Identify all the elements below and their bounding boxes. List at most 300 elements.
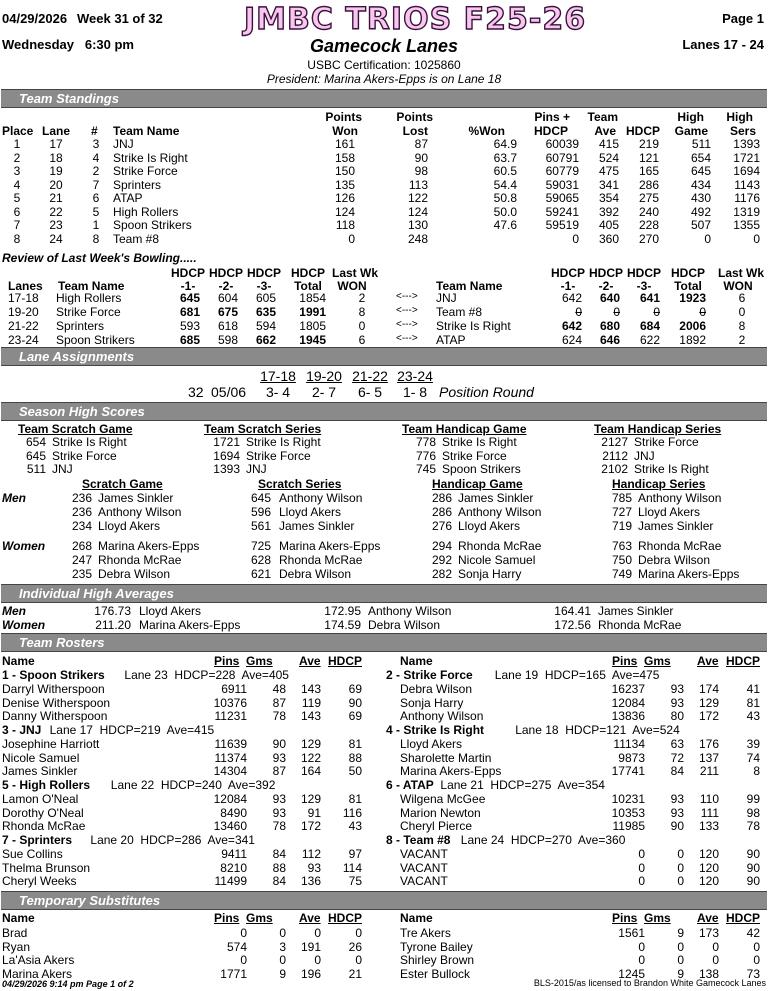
section-bar-standings: Team Standings <box>1 89 767 108</box>
standing-lane: 17 <box>49 137 63 151</box>
roster-player-games: 90 <box>670 819 684 833</box>
center-name: Gamecock Lanes <box>309 36 459 56</box>
col-ave-2: Ave <box>594 124 616 138</box>
season-team-score: 2112 <box>602 448 628 463</box>
review-game-a: 618 <box>217 319 238 333</box>
sub-player-pins: 0 <box>638 953 645 967</box>
roster-player-ave: 136 <box>300 874 321 888</box>
roster-player-name: Thelma Brunson <box>2 860 91 875</box>
season-women-name: Debra Wilson <box>279 567 352 581</box>
review-won-b: 6 <box>738 291 746 305</box>
roster-player-ave: 120 <box>698 860 719 875</box>
sub-player-pins: 1245 <box>618 966 645 981</box>
season-team-name: Strike Is Right <box>634 462 709 476</box>
sub-player-pins: 0 <box>638 939 645 954</box>
roster-team-info: Lane 22 HDCP=240 Ave=392 <box>110 778 276 792</box>
roster-team-info: Lane 23 HDCP=228 Ave=405 <box>124 668 289 682</box>
review-team-b: ATAP <box>436 333 466 347</box>
roster-player-ave: 129 <box>698 695 719 710</box>
roster-player-name: James Sinkler <box>2 764 78 778</box>
avg-women-value: 172.56 <box>554 618 591 632</box>
season-team-name: Strike Force <box>634 435 699 449</box>
standing-num: 1 <box>92 218 100 232</box>
review-game-b: 646 <box>599 333 620 347</box>
season-men-score: 286 <box>431 491 452 505</box>
roster-player-pins: 11499 <box>214 874 247 888</box>
season-men-name: Lloyd Akers <box>98 519 161 533</box>
roster-col-hdcp: HDCP <box>726 654 761 668</box>
avg-women-name: Rhonda McRae <box>598 618 682 632</box>
standing-team: Sprinters <box>113 177 162 192</box>
sub-player-name: Tre Akers <box>400 926 451 940</box>
col-pts-won-1: Points <box>325 110 362 124</box>
sub-player-name: Tyrone Bailey <box>400 939 473 954</box>
roster-player-ave: 143 <box>300 709 321 723</box>
roster-player-ave: 120 <box>698 874 719 888</box>
standing-hdcp: 240 <box>638 204 659 219</box>
season-team-name: Strike Is Right <box>442 435 517 449</box>
season-men-name: James Sinkler <box>98 491 174 505</box>
col-team: Team Name <box>113 124 180 138</box>
review-col-head: -3- <box>256 279 272 293</box>
roster-player-ave: 129 <box>300 737 321 751</box>
roster-player-ave: 91 <box>307 805 321 820</box>
season-women-score: 247 <box>71 553 92 567</box>
season-team-name: Strike Force <box>442 448 507 463</box>
roster-team-info: Lane 17 HDCP=219 Ave=415 <box>49 723 215 737</box>
roster-player-pins: 13836 <box>611 709 645 723</box>
lane-assign-date: 05/06 <box>211 384 247 400</box>
sub-player-ave: 173 <box>698 926 719 940</box>
roster-player-name: Cheryl Pierce <box>400 819 473 833</box>
sub-player-ave: 0 <box>314 926 321 940</box>
season-women-name: Nicole Samuel <box>458 553 536 567</box>
roster-player-name: Sharolette Martin <box>400 750 492 765</box>
season-men-score: 286 <box>431 505 452 519</box>
roster-col-name: Name <box>2 654 35 668</box>
review-game-a: 605 <box>255 291 276 305</box>
roster-team-title: 5 - High Rollers <box>2 778 91 792</box>
season-team-title: Team Handicap Game <box>402 422 527 436</box>
review-total-a: 1991 <box>299 305 326 319</box>
season-team-name: Strike Force <box>52 448 117 463</box>
president-note: President: Marina Akers-Epps is on Lane 18 <box>266 72 502 86</box>
season-team-score: 776 <box>415 448 436 463</box>
standing-high-game: 0 <box>704 231 711 246</box>
season-women-name: Marina Akers-Epps <box>638 567 740 581</box>
roster-player-name: Wilgena McGee <box>400 792 486 806</box>
review-col-head: Total <box>674 279 702 293</box>
season-team-name: Strike Is Right <box>246 435 321 449</box>
review-team-a: Strike Force <box>56 305 121 319</box>
standing-ave: 354 <box>598 191 619 205</box>
roster-player-ave: 129 <box>300 792 321 806</box>
roster-player-games: 87 <box>272 695 286 710</box>
roster-player-pins: 0 <box>638 860 645 875</box>
roster-player-pins: 16237 <box>611 682 645 696</box>
roster-player-games: 72 <box>670 750 684 765</box>
review-vs-arrow: <---> <box>396 319 418 330</box>
review-team-a: High Rollers <box>56 291 122 305</box>
review-won-b: 8 <box>738 319 746 333</box>
roster-player-ave: 211 <box>699 764 719 778</box>
standing-hdcp: 228 <box>638 218 659 232</box>
review-col-head: -2- <box>598 279 614 293</box>
roster-col-pins: Pins <box>214 654 240 668</box>
season-team-title: Team Scratch Series <box>204 422 322 436</box>
sub-player-ave: 191 <box>300 939 321 954</box>
roster-player-pins: 11134 <box>613 737 645 751</box>
roster-player-ave: 112 <box>301 847 321 861</box>
week-label: Week 31 of 32 <box>77 11 163 26</box>
review-team-b: Team #8 <box>436 305 483 319</box>
roster-player-hdcp: 99 <box>746 792 760 806</box>
roster-team-title: 8 - Team #8 <box>386 833 451 847</box>
sub-player-name: Brad <box>2 926 28 940</box>
standing-pct: 50.0 <box>493 204 517 219</box>
standing-ave: 392 <box>598 204 619 219</box>
season-men-name: Lloyd Akers <box>279 505 342 519</box>
review-game-a: 598 <box>217 333 238 347</box>
review-game-b: 622 <box>639 333 660 347</box>
season-women-score: 235 <box>71 567 92 581</box>
review-col-head: HDCP <box>670 266 705 280</box>
roster-team-info: Lane 21 HDCP=275 Ave=354 <box>440 778 605 792</box>
sub-player-name: Ester Bullock <box>400 966 471 981</box>
roster-player-hdcp: 98 <box>746 805 760 820</box>
standing-won: 150 <box>334 164 355 178</box>
roster-player-pins: 17741 <box>611 764 645 778</box>
sub-player-games: 9 <box>677 966 684 981</box>
season-team-name: JNJ <box>52 462 73 476</box>
sub-player-hdcp: 0 <box>355 926 362 940</box>
avg-men-value: 172.95 <box>324 604 361 618</box>
review-team-a: Spoon Strikers <box>56 333 135 347</box>
season-women-name: Marina Akers-Epps <box>98 539 200 553</box>
standing-won: 126 <box>334 191 355 205</box>
roster-player-games: 0 <box>677 847 684 861</box>
review-won-a: 6 <box>358 333 366 347</box>
sub-player-hdcp: 0 <box>753 953 760 967</box>
avg-men-name: Lloyd Akers <box>139 604 202 618</box>
season-team-score: 511 <box>26 462 46 476</box>
roster-player-hdcp: 90 <box>746 860 760 875</box>
men-label: Men <box>2 491 26 505</box>
sub-player-ave: 0 <box>712 939 719 954</box>
roster-player-games: 88 <box>272 860 286 875</box>
season-women-score: 628 <box>250 553 271 567</box>
roster-player-hdcp: 69 <box>348 682 362 696</box>
sub-player-name: Shirley Brown <box>400 953 475 967</box>
section-bar-rosters: Team Rosters <box>1 633 767 652</box>
roster-player-ave: 143 <box>300 682 321 696</box>
section-bar-ind-avg: Individual High Averages <box>1 584 767 603</box>
roster-team-title: 7 - Sprinters <box>2 833 73 847</box>
review-game-b: 0 <box>653 305 660 319</box>
avg-women-value: 174.59 <box>324 618 361 632</box>
roster-player-games: 84 <box>670 764 684 778</box>
season-women-score: 294 <box>431 539 452 553</box>
standing-ave: 405 <box>598 218 619 232</box>
sub-player-ave: 0 <box>712 953 719 967</box>
roster-col-gms: Gms <box>644 654 671 668</box>
sub-player-hdcp: 21 <box>348 966 362 981</box>
col-ave-1: Team <box>587 110 618 124</box>
standing-num: 5 <box>92 204 100 219</box>
standing-num: 3 <box>92 137 100 151</box>
standing-lane: 23 <box>49 218 63 232</box>
season-women-name: Sonja Harry <box>458 567 522 581</box>
standing-team: Team #8 <box>113 231 160 246</box>
roster-player-ave: 93 <box>307 860 321 875</box>
review-total-b: 2006 <box>679 319 706 333</box>
standing-lane: 20 <box>49 177 63 192</box>
lane-matchup: 3- 4 <box>265 384 291 400</box>
footer-printed: 04/29/2026 9:14 pm Page 1 of 2 <box>2 979 134 989</box>
season-team-name: JNJ <box>246 462 267 476</box>
standing-lost: 124 <box>407 204 428 219</box>
season-team-name: Strike Is Right <box>52 435 127 449</box>
standing-lane: 24 <box>49 231 63 246</box>
roster-player-ave: 111 <box>700 805 719 820</box>
standing-lane: 18 <box>49 150 63 165</box>
roster-player-ave: 172 <box>300 819 321 833</box>
review-game-b: 0 <box>575 305 582 319</box>
season-women-name: Rhonda McRae <box>98 553 182 567</box>
footer-license: BLS-2015/as licensed to Brandon White Gamecock Lanes <box>533 978 766 988</box>
roster-player-pins: 10376 <box>213 695 247 710</box>
avg-men-label: Men <box>2 604 26 618</box>
review-total-b: 0 <box>699 305 706 319</box>
review-lanes: 23-24 <box>8 333 39 347</box>
standing-lost: 248 <box>407 231 428 246</box>
roster-player-ave: 174 <box>698 682 719 696</box>
roster-player-ave: 119 <box>301 695 321 710</box>
roster-player-games: 84 <box>272 874 286 888</box>
roster-player-games: 0 <box>677 860 684 875</box>
sub-player-pins: 0 <box>240 926 247 940</box>
roster-player-name: Nicole Samuel <box>2 750 80 765</box>
standing-place: 1 <box>13 137 21 151</box>
review-total-a: 1805 <box>299 319 326 333</box>
season-men-score: 234 <box>71 519 92 533</box>
review-lanes: 19-20 <box>8 305 39 319</box>
review-game-b: 680 <box>599 319 620 333</box>
standing-team: Spoon Strikers <box>113 218 192 232</box>
review-header <box>0 266 768 292</box>
standing-team: ATAP <box>113 191 143 205</box>
review-title: Review of Last Week's Bowling..... <box>2 251 197 265</box>
season-team-score: 1393 <box>213 462 240 476</box>
roster-player-pins: 0 <box>638 847 645 861</box>
roster-player-name: Darryl Witherspoon <box>2 682 105 696</box>
standing-pins: 59031 <box>545 177 579 192</box>
review-game-b: 0 <box>613 305 620 319</box>
standing-high-series: 1355 <box>733 218 760 232</box>
lane-matchup: 2- 7 <box>311 384 337 400</box>
roster-player-ave: 172 <box>698 709 719 723</box>
roster-player-pins: 8210 <box>220 860 247 875</box>
roster-player-hdcp: 78 <box>746 819 760 833</box>
lane-matchup: 6- 5 <box>357 384 383 400</box>
col-hs-1: High <box>726 110 753 124</box>
review-total-b: 1923 <box>679 291 706 305</box>
season-team-title: Team Handicap Series <box>594 422 722 436</box>
sub-player-ave: 138 <box>698 966 719 981</box>
roster-player-hdcp: 43 <box>746 709 760 723</box>
roster-col-name: Name <box>400 654 433 668</box>
roster-player-ave: 110 <box>699 792 719 806</box>
standing-lane: 22 <box>49 204 63 219</box>
review-col-head: WON <box>723 279 753 293</box>
season-women-name: Debra Wilson <box>638 553 711 567</box>
review-total-a: 1854 <box>299 291 326 305</box>
standing-high-series: 1393 <box>733 137 760 151</box>
avg-men-value: 176.73 <box>94 604 131 618</box>
review-team-b: JNJ <box>436 291 457 305</box>
standing-place: 7 <box>13 218 21 232</box>
standing-place: 4 <box>13 177 21 192</box>
review-col-head: HDCP <box>246 266 281 280</box>
standing-lost: 113 <box>408 177 428 192</box>
col-hg-2: Game <box>674 124 708 138</box>
roster-player-name: Marina Akers-Epps <box>400 764 502 778</box>
roster-player-pins: 8490 <box>220 805 247 820</box>
roster-player-name: Josephine Harriott <box>2 737 100 751</box>
standing-won: 135 <box>334 177 355 192</box>
roster-player-games: 93 <box>670 695 684 710</box>
roster-player-name: Sue Collins <box>2 847 63 861</box>
season-ind-title: Handicap Series <box>612 477 706 491</box>
day-time: Wednesday 6:30 pm <box>2 37 134 52</box>
league-title-logo: JMBC TRIOS F25-26 <box>244 2 587 37</box>
roster-player-pins: 9411 <box>221 847 247 861</box>
standing-pct: 60.5 <box>493 164 517 178</box>
standing-ave: 415 <box>598 137 619 151</box>
review-team-b: Strike Is Right <box>436 319 511 333</box>
review-vs-arrow: <---> <box>396 305 418 316</box>
season-ind-title: Handicap Game <box>432 477 523 491</box>
standing-hdcp: 121 <box>638 150 659 165</box>
roster-player-name: Anthony Wilson <box>400 709 484 723</box>
review-col-head: -2- <box>218 279 234 293</box>
roster-player-name: Danny Witherspoon <box>2 709 108 723</box>
lane-matchup: 1- 8 <box>402 384 428 400</box>
roster-player-pins: 10231 <box>611 792 645 806</box>
standing-ave: 475 <box>598 164 619 178</box>
season-team-score: 778 <box>415 435 436 449</box>
standing-pins: 60779 <box>545 164 579 178</box>
season-women-score: 268 <box>71 539 92 553</box>
roster-player-name: VACANT <box>400 874 448 888</box>
review-team-a: Sprinters <box>56 319 105 333</box>
col-pts-lost-2: Lost <box>402 124 428 138</box>
review-game-a: 604 <box>217 291 238 305</box>
roster-player-games: 93 <box>272 805 286 820</box>
season-men-name: Anthony Wilson <box>458 505 542 519</box>
standing-hdcp: 219 <box>638 137 659 151</box>
review-game-a: 594 <box>255 319 276 333</box>
season-men-name: James Sinkler <box>279 519 355 533</box>
roster-player-hdcp: 69 <box>348 709 362 723</box>
standing-num: 6 <box>92 191 100 205</box>
roster-player-ave: 137 <box>698 750 719 765</box>
season-men-name: Lloyd Akers <box>458 519 521 533</box>
season-women-name: Rhonda McRae <box>638 539 722 553</box>
standing-lane: 21 <box>49 191 63 205</box>
roster-player-name: VACANT <box>400 847 448 861</box>
lanes-range: Lanes 17 - 24 <box>682 37 764 52</box>
roster-player-name: Lloyd Akers <box>400 737 463 751</box>
standing-high-series: 1694 <box>733 164 760 178</box>
season-men-name: Lloyd Akers <box>638 505 701 519</box>
lane-pair-header: 23-24 <box>397 368 433 384</box>
lane-pair-header: 19-20 <box>306 368 342 384</box>
roster-player-hdcp: 75 <box>348 874 362 888</box>
roster-player-hdcp: 90 <box>348 695 362 710</box>
standing-high-series: 1721 <box>733 150 760 165</box>
season-team-name: Spoon Strikers <box>442 462 521 476</box>
standing-num: 4 <box>92 150 100 165</box>
season-women-score: 621 <box>250 567 271 581</box>
roster-player-games: 93 <box>670 682 684 696</box>
standing-pins: 59519 <box>545 218 579 232</box>
roster-player-name: Sonja Harry <box>400 695 464 710</box>
roster-player-pins: 10353 <box>611 805 645 820</box>
season-men-name: Anthony Wilson <box>638 491 722 505</box>
roster-player-name: VACANT <box>400 860 448 875</box>
season-men-name: James Sinkler <box>458 491 534 505</box>
roster-player-hdcp: 43 <box>348 819 362 833</box>
standing-pins: 0 <box>572 231 579 246</box>
standing-won: 0 <box>348 231 355 246</box>
roster-player-hdcp: 8 <box>753 764 760 778</box>
season-men-score: 596 <box>250 505 271 519</box>
standing-place: 8 <box>13 231 21 246</box>
standing-high-series: 1176 <box>734 191 760 205</box>
roster-player-hdcp: 50 <box>348 764 362 778</box>
roster-col-ave: Ave <box>299 654 321 668</box>
standing-hdcp: 270 <box>638 231 659 246</box>
review-game-a: 675 <box>217 305 238 319</box>
col-pins-2: HDCP <box>533 124 568 138</box>
roster-col-hdcp: HDCP <box>328 654 363 668</box>
roster-player-games: 93 <box>670 792 684 806</box>
roster-player-pins: 11985 <box>612 819 645 833</box>
season-team-score: 1694 <box>213 448 240 463</box>
roster-player-name: Cheryl Weeks <box>2 874 77 888</box>
roster-team-info: Lane 18 HDCP=121 Ave=524 <box>515 723 680 737</box>
roster-player-games: 93 <box>670 805 684 820</box>
review-col-head: HDCP <box>290 266 325 280</box>
standing-ave: 341 <box>598 177 619 192</box>
roster-player-games: 48 <box>272 682 286 696</box>
sub-player-pins: 574 <box>226 939 247 954</box>
review-total-a: 1945 <box>299 333 326 347</box>
season-women-score: 763 <box>611 539 632 553</box>
roster-player-pins: 11639 <box>214 737 247 751</box>
standing-pct: 54.4 <box>493 177 517 192</box>
standing-pct: 64.9 <box>493 137 517 151</box>
col-hs-2: Sers <box>729 124 756 138</box>
season-women-score: 750 <box>611 553 632 567</box>
sub-player-games: 0 <box>279 953 286 967</box>
review-col-head: Total <box>294 279 322 293</box>
review-col-head: HDCP <box>550 266 585 280</box>
avg-women-name: Marina Akers-Epps <box>139 618 241 632</box>
roster-player-pins: 11374 <box>214 750 247 765</box>
roster-player-games: 78 <box>272 819 286 833</box>
